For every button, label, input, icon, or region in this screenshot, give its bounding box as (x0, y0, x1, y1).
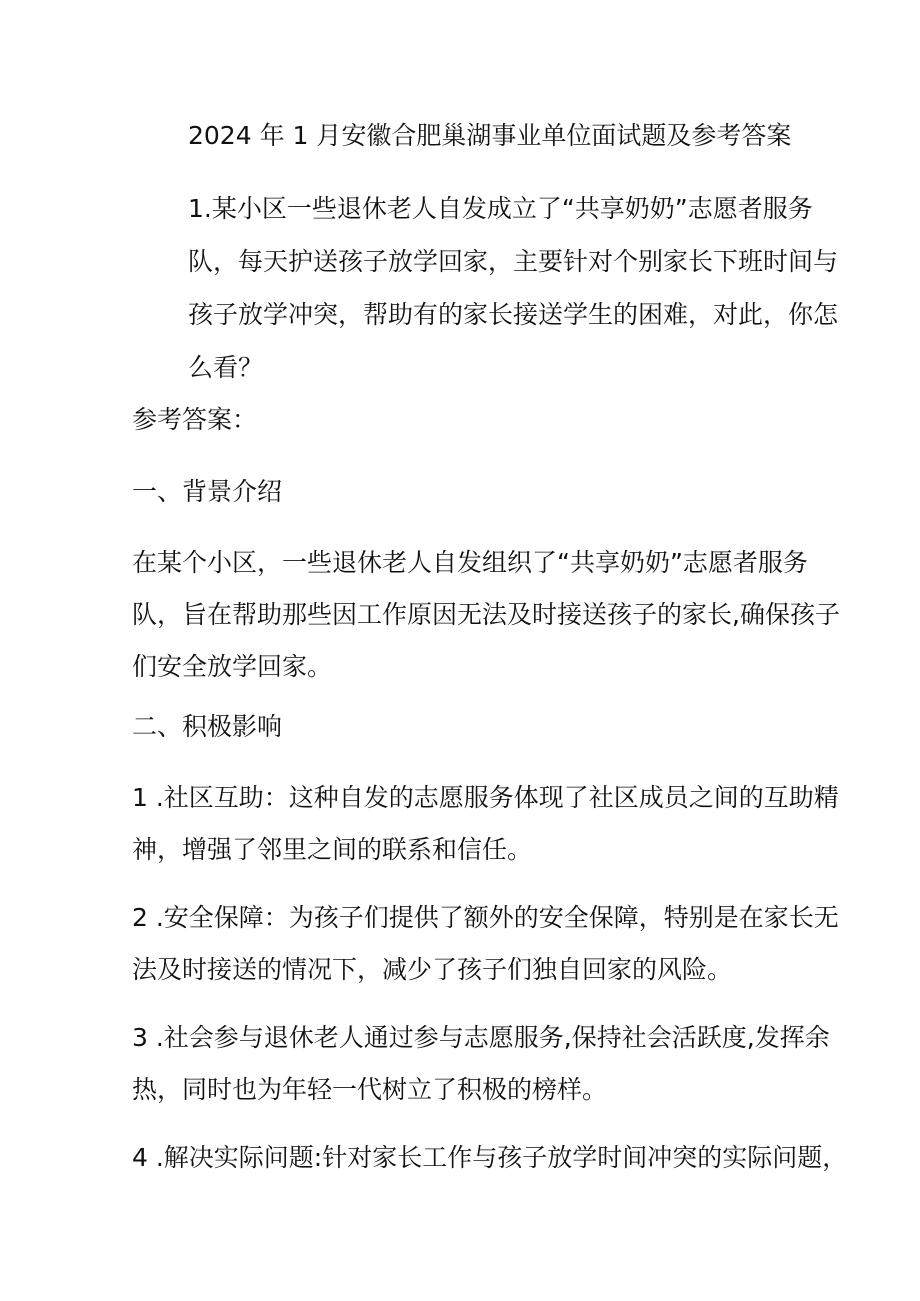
paragraph-line: 3 .社会参与退休老人通过参与志愿服务,保持社会活跃度,发挥余 (132, 1023, 830, 1052)
section-heading-background: 一、背景介绍 (132, 477, 283, 506)
paragraph-line: 4 .解决实际问题:针对家长工作与孩子放学时间冲突的实际问题， (132, 1143, 848, 1172)
document-title: 2024 年 1 月安徽合肥巢湖事业单位面试题及参考答案 (188, 121, 792, 150)
impact-item-2 (132, 892, 839, 996)
question-line: 队，每天护送孩子放学回家，主要针对个别家长下班时间与 (188, 247, 839, 276)
question-line: 孩子放学冲突，帮助有的家长接送学生的困难，对此，你怎 (188, 300, 839, 329)
question-line: 1.某小区一些退休老人自发成立了“共享奶奶”志愿者服务 (188, 194, 813, 223)
impact-item-3 (132, 1012, 830, 1116)
background-paragraph (132, 537, 840, 693)
paragraph-line: 热，同时也为年轻一代树立了积极的榜样。 (132, 1075, 608, 1104)
section-heading-impact: 二、积极影响 (132, 712, 283, 741)
paragraph-line: 法及时接送的情况下，减少了孩子们独自回家的风险。 (132, 955, 733, 984)
question-line: 么看？ (188, 353, 264, 382)
paragraph-line: 1 .社区互助：这种自发的志愿服务体现了社区成员之间的互助精 (132, 783, 839, 812)
paragraph-line: 神，增强了邻里之间的联系和信任。 (132, 835, 533, 864)
impact-item-4 (132, 1132, 848, 1184)
answer-label: 参考答案： (132, 405, 258, 434)
impact-item-1 (132, 772, 839, 876)
paragraph-line: 们安全放学回家。 (132, 652, 333, 681)
paragraph-line: 在某个小区，一些退休老人自发组织了“共享奶奶”志愿者服务 (132, 548, 808, 577)
paragraph-line: 2 .安全保障：为孩子们提供了额外的安全保障，特别是在家长无 (132, 903, 839, 932)
paragraph-line: 队，旨在帮助那些因工作原因无法及时接送孩子的家长,确保孩子 (132, 600, 840, 629)
question-text (188, 182, 839, 394)
